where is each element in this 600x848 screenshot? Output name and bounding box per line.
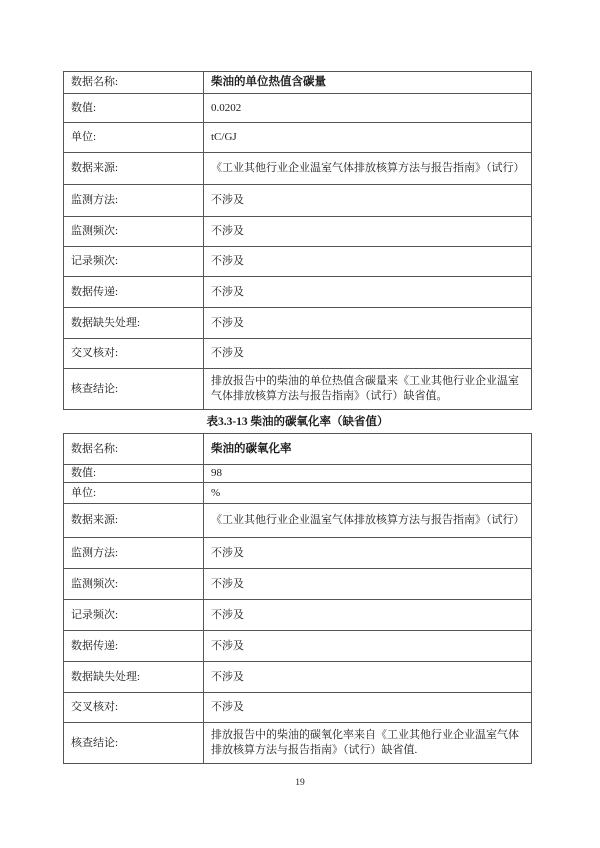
row-value: 0.0202 (211, 101, 242, 114)
row-value: 不涉及 (211, 670, 244, 683)
row-label: 数据缺失处理: (64, 662, 204, 692)
table-row (64, 153, 531, 185)
row-label: 监测方法: (64, 538, 204, 568)
row-label: 监测方法: (64, 185, 204, 216)
table-row (64, 434, 531, 465)
table-row (64, 483, 531, 504)
row-value: 不涉及 (211, 577, 244, 590)
row-value: 不涉及 (211, 347, 244, 359)
table-row (64, 723, 531, 763)
table-row (64, 185, 531, 217)
row-value: % (211, 486, 221, 499)
row-value: 不涉及 (211, 608, 244, 621)
row-value: 不涉及 (211, 194, 244, 206)
row-label: 数值: (64, 94, 204, 122)
table-row (64, 217, 531, 247)
row-label: 数据来源: (64, 153, 204, 184)
row-value: 不涉及 (211, 255, 244, 267)
row-label: 单位: (64, 123, 204, 152)
row-label: 数据传递: (64, 631, 204, 661)
row-value: 不涉及 (211, 546, 244, 559)
row-label: 交叉核对: (64, 693, 204, 722)
table-row (64, 538, 531, 569)
row-value: 不涉及 (211, 225, 244, 237)
data-table-diesel-oxidation-rate (63, 433, 532, 764)
row-value: 98 (211, 467, 222, 479)
row-value: 不涉及 (211, 316, 244, 329)
row-value: 不涉及 (211, 639, 244, 652)
row-label: 核查结论: (64, 369, 204, 409)
row-label: 单位: (64, 483, 204, 503)
table-row (64, 308, 531, 339)
data-table-diesel-carbon-content (63, 71, 532, 410)
table-row (64, 662, 531, 693)
row-label: 数值: (64, 465, 204, 482)
row-label: 监测频次: (64, 217, 204, 246)
row-label: 数据来源: (64, 504, 204, 537)
table-row (64, 631, 531, 662)
table-row (64, 504, 531, 538)
row-value: 《工业其他行业企业温室气体排放核算方法与报告指南》（试行） (211, 514, 525, 526)
table-row (64, 94, 531, 123)
table-row (64, 123, 531, 153)
table-row (64, 72, 531, 94)
table-row (64, 465, 531, 483)
row-value: tC/GJ (211, 131, 237, 143)
row-label: 数据传递: (64, 277, 204, 307)
row-label: 数据缺失处理: (64, 308, 204, 338)
row-value: 柴油的碳氧化率 (211, 442, 292, 455)
row-label: 数据名称: (64, 434, 204, 464)
row-label: 记录频次: (64, 247, 204, 276)
row-label: 核查结论: (64, 723, 204, 763)
row-label: 交叉核对: (64, 339, 204, 368)
table-row (64, 339, 531, 369)
table-row (64, 247, 531, 277)
table-row (64, 693, 531, 723)
table-row (64, 369, 531, 409)
row-label: 记录频次: (64, 600, 204, 630)
row-value: 排放报告中的柴油的碳氧化率来自《工业其他行业企业温室气体排放核算方法与报告指南》（试行）缺省值. (211, 729, 519, 756)
row-value: 不涉及 (211, 701, 244, 713)
table-row (64, 600, 531, 631)
row-label: 数据名称: (64, 72, 204, 93)
table-caption: 表3.3-13 柴油的碳氧化率（缺省值） (206, 416, 389, 428)
page-number: 19 (295, 778, 305, 788)
row-value: 柴油的单位热值含碳量 (211, 76, 326, 88)
row-value: 《工业其他行业企业温室气体排放核算方法与报告指南》（试行） (211, 162, 525, 174)
row-value: 排放报告中的柴油的单位热值含碳量来《工业其他行业企业温室气体排放核算方法与报告指南》（试行）缺省值。 (211, 375, 519, 402)
table-row (64, 569, 531, 600)
table-row (64, 277, 531, 308)
row-value: 不涉及 (211, 285, 244, 298)
row-label: 监测频次: (64, 569, 204, 599)
